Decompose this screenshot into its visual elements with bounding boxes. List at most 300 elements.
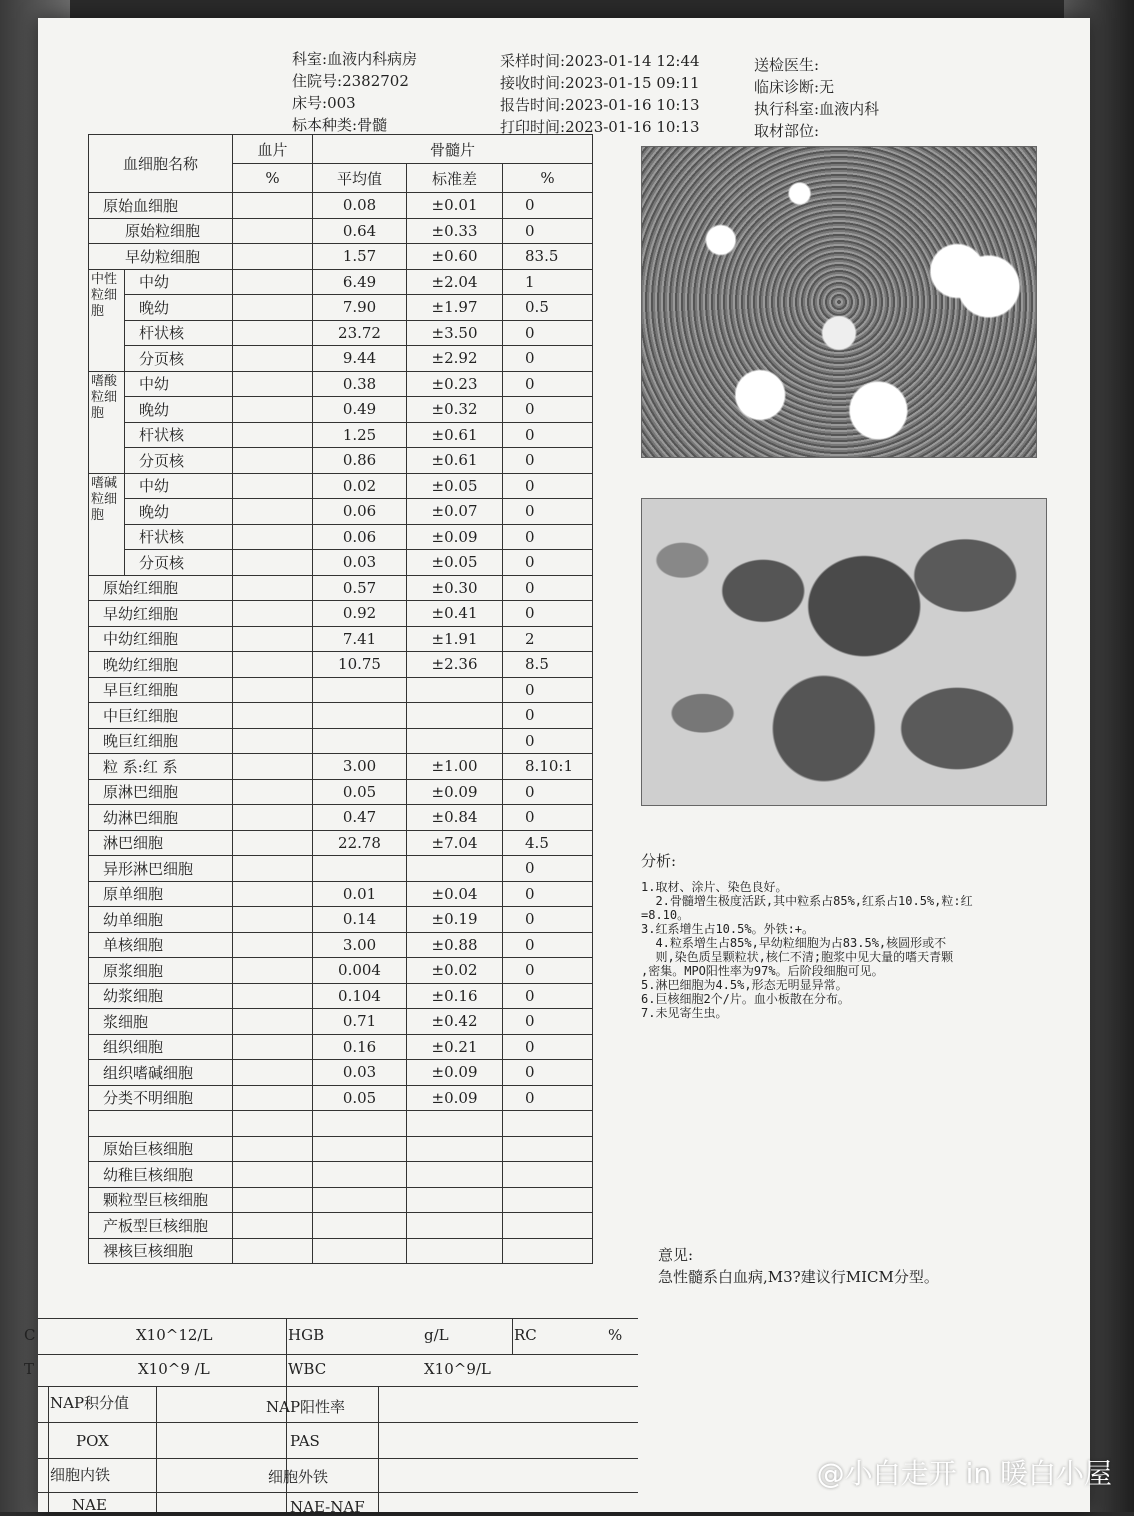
analysis-line: =8.10。 <box>641 908 690 922</box>
blood-pct-cell <box>233 805 313 831</box>
blood-pct-cell <box>233 1111 313 1137</box>
blood-pct-cell <box>233 958 313 984</box>
blood-pct-cell <box>233 473 313 499</box>
hgb-unit: g/L <box>424 1326 449 1344</box>
cell-name: 分类不明细胞 <box>89 1085 233 1111</box>
analysis-line: 则,染色质呈颗粒状,核仁不清;胞浆中见大量的嗜天青颗 <box>641 950 954 964</box>
blood-pct-cell <box>233 371 313 397</box>
mean-cell: 7.41 <box>313 626 407 652</box>
mean-cell: 0.05 <box>313 1085 407 1111</box>
watermark: @小白走开 in 暖白小屋 <box>816 1457 1112 1490</box>
sd-cell: ±0.23 <box>407 371 503 397</box>
sd-cell: ±0.05 <box>407 550 503 576</box>
header-exec-dept: 执行科室:血液内科 <box>754 100 880 118</box>
header-diagnosis: 临床诊断:无 <box>754 78 835 96</box>
mean-cell: 0.64 <box>313 218 407 244</box>
table-row <box>89 881 673 907</box>
mean-cell: 0.02 <box>313 473 407 499</box>
table-row <box>89 779 673 805</box>
blood-pct-cell <box>233 193 313 219</box>
sd-cell: ±0.02 <box>407 958 503 984</box>
table-row <box>89 1060 673 1086</box>
sd-cell: ±0.61 <box>407 422 503 448</box>
cell-count-table <box>88 134 673 1264</box>
table-row <box>89 703 673 729</box>
cell-name: 分页核 <box>125 550 233 576</box>
report-paper <box>24 18 1090 1516</box>
cell-name: 中巨红细胞 <box>89 703 233 729</box>
table-row <box>89 1213 673 1239</box>
mean-cell <box>313 728 407 754</box>
sd-cell: ±0.09 <box>407 524 503 550</box>
cell-name: 产板型巨核细胞 <box>89 1213 233 1239</box>
cell-name: 晚幼 <box>125 397 233 423</box>
mean-cell: 3.00 <box>313 754 407 780</box>
pct-cell: 0 <box>503 422 593 448</box>
table-row <box>89 805 673 831</box>
table-row <box>89 320 673 346</box>
analysis-line: ,密集。MPO阳性率为97%。后阶段细胞可见。 <box>641 964 884 978</box>
blood-pct-cell <box>233 677 313 703</box>
rc-label: RC <box>514 1326 537 1344</box>
cell-name: 幼浆细胞 <box>89 983 233 1009</box>
wbc-unit: X10^9/L <box>424 1360 491 1378</box>
pct-cell <box>503 1111 593 1137</box>
pct-cell <box>503 1187 593 1213</box>
cell-name: 幼稚巨核细胞 <box>89 1162 233 1188</box>
mean-cell: 0.06 <box>313 524 407 550</box>
mean-cell: 0.08 <box>313 193 407 219</box>
sd-cell <box>407 728 503 754</box>
mean-cell: 3.00 <box>313 932 407 958</box>
table-row <box>89 983 673 1009</box>
iron-out-label: 细胞外铁 <box>268 1468 329 1486</box>
blood-pct-cell <box>233 269 313 295</box>
sd-cell: ±1.97 <box>407 295 503 321</box>
pct-cell: 0 <box>503 575 593 601</box>
cell-name: 原始巨核细胞 <box>89 1136 233 1162</box>
analysis-line: 1.取材、涂片、染色良好。 <box>641 880 788 894</box>
pct-cell: 4.5 <box>503 830 593 856</box>
header-marrow-pct: % <box>503 164 593 193</box>
blood-pct-cell <box>233 1213 313 1239</box>
table-row <box>89 856 673 882</box>
sd-cell: ±7.04 <box>407 830 503 856</box>
cell-name: 中幼 <box>125 269 233 295</box>
group-label-neut: 中性粒细胞 <box>89 269 125 371</box>
table-row <box>89 473 673 499</box>
mean-cell: 7.90 <box>313 295 407 321</box>
blood-pct-cell <box>233 907 313 933</box>
blood-pct-cell <box>233 295 313 321</box>
blood-pct-cell <box>233 754 313 780</box>
sd-cell: ±0.84 <box>407 805 503 831</box>
micrograph-low-power <box>641 146 1037 458</box>
table-row <box>89 193 673 219</box>
header-col1 <box>292 48 417 136</box>
pct-cell: 8.10:1 <box>503 754 593 780</box>
blood-pct-cell <box>233 1085 313 1111</box>
blood-pct-cell <box>233 626 313 652</box>
cell-name: 浆细胞 <box>89 1009 233 1035</box>
header-marrow-smear: 骨髓片 <box>313 135 593 164</box>
mean-cell: 23.72 <box>313 320 407 346</box>
blood-pct-cell <box>233 1060 313 1086</box>
rbc-unit: X10^12/L <box>136 1326 213 1344</box>
pct-cell: 0.5 <box>503 295 593 321</box>
mean-cell: 9.44 <box>313 346 407 372</box>
table-row <box>89 830 673 856</box>
table-row <box>89 295 673 321</box>
mean-cell <box>313 1238 407 1264</box>
cell-name <box>89 1111 233 1137</box>
mean-cell: 10.75 <box>313 652 407 678</box>
mean-cell: 1.57 <box>313 244 407 270</box>
table-row <box>89 1111 673 1137</box>
plt-label: T <box>24 1360 35 1378</box>
pct-cell: 0 <box>503 1009 593 1035</box>
table-row <box>89 601 673 627</box>
micrograph-high-power <box>641 498 1047 806</box>
blood-pct-cell <box>233 524 313 550</box>
header-specimen: 标本种类:骨髓 <box>292 116 388 134</box>
sd-cell: ±0.09 <box>407 1060 503 1086</box>
blood-pct-cell <box>233 1162 313 1188</box>
table-header-row <box>89 135 673 164</box>
table-row <box>89 1136 673 1162</box>
blood-pct-cell <box>233 779 313 805</box>
cell-name: 裸核巨核细胞 <box>89 1238 233 1264</box>
mean-cell <box>313 1162 407 1188</box>
mean-cell: 0.47 <box>313 805 407 831</box>
pct-cell: 0 <box>503 550 593 576</box>
header-mean: 平均值 <box>313 164 407 193</box>
sd-cell: ±0.01 <box>407 193 503 219</box>
analysis-line: 3.红系增生占10.5%。外铁:+。 <box>641 922 815 936</box>
pct-cell: 0 <box>503 983 593 1009</box>
mean-cell: 0.14 <box>313 907 407 933</box>
sd-cell: ±1.00 <box>407 754 503 780</box>
sd-cell: ±2.36 <box>407 652 503 678</box>
header-sd: 标准差 <box>407 164 503 193</box>
sd-cell: ±0.05 <box>407 473 503 499</box>
pct-cell: 8.5 <box>503 652 593 678</box>
mean-cell: 0.38 <box>313 371 407 397</box>
blood-pct-cell <box>233 983 313 1009</box>
header-doctor: 送检医生: <box>754 56 820 74</box>
cell-name: 晚巨红细胞 <box>89 728 233 754</box>
cell-name: 晚幼红细胞 <box>89 652 233 678</box>
table-row <box>89 754 673 780</box>
group-label-baso: 嗜碱粒细胞 <box>89 473 125 575</box>
analysis-section <box>641 854 1061 1020</box>
sd-cell: ±0.19 <box>407 907 503 933</box>
wbc-label: WBC <box>288 1360 327 1378</box>
cell-name: 颗粒型巨核细胞 <box>89 1187 233 1213</box>
sd-cell <box>407 1187 503 1213</box>
table-row <box>89 626 673 652</box>
blood-pct-cell <box>233 856 313 882</box>
pct-cell: 0 <box>503 728 593 754</box>
table-row <box>89 575 673 601</box>
analysis-line: 6.巨核细胞2个/片。血小板散在分布。 <box>641 992 850 1006</box>
pct-cell <box>503 1136 593 1162</box>
sd-cell: ±2.04 <box>407 269 503 295</box>
sd-cell: ±0.16 <box>407 983 503 1009</box>
sd-cell <box>407 1162 503 1188</box>
cell-name: 分页核 <box>125 346 233 372</box>
pct-cell <box>503 1162 593 1188</box>
mean-cell: 0.16 <box>313 1034 407 1060</box>
rbc-label: C <box>24 1326 36 1344</box>
sd-cell: ±0.41 <box>407 601 503 627</box>
sd-cell: ±0.07 <box>407 499 503 525</box>
cell-name: 幼单细胞 <box>89 907 233 933</box>
pct-cell: 0 <box>503 958 593 984</box>
pct-cell: 0 <box>503 805 593 831</box>
mean-cell: 0.49 <box>313 397 407 423</box>
header-sample-time: 采样时间:2023-01-14 12:44 <box>500 52 700 70</box>
header-bed-no: 床号:003 <box>292 94 356 112</box>
pct-cell: 83.5 <box>503 244 593 270</box>
pct-cell: 0 <box>503 1034 593 1060</box>
sd-cell <box>407 1238 503 1264</box>
header-cell-name: 血细胞名称 <box>89 135 233 193</box>
blood-pct-cell <box>233 728 313 754</box>
analysis-line: 7.未见寄生虫。 <box>641 1006 728 1020</box>
table-row <box>89 346 673 372</box>
cell-name: 幼淋巴细胞 <box>89 805 233 831</box>
pct-cell: 0 <box>503 907 593 933</box>
table-row <box>89 269 673 295</box>
blood-pct-cell <box>233 575 313 601</box>
mean-cell: 1.25 <box>313 422 407 448</box>
mean-cell: 0.03 <box>313 550 407 576</box>
nae-naf-label: NAE-NAF <box>290 1498 365 1516</box>
mean-cell <box>313 677 407 703</box>
mean-cell <box>313 1213 407 1239</box>
pct-cell: 1 <box>503 269 593 295</box>
header-receive-time: 接收时间:2023-01-15 09:11 <box>500 74 700 92</box>
blood-pct-cell <box>233 550 313 576</box>
cell-name: 早巨红细胞 <box>89 677 233 703</box>
pct-cell: 0 <box>503 448 593 474</box>
header-report-time: 报告时间:2023-01-16 10:13 <box>500 96 700 114</box>
blood-pct-cell <box>233 1136 313 1162</box>
table-row <box>89 422 673 448</box>
table-row <box>89 1187 673 1213</box>
blood-pct-cell <box>233 703 313 729</box>
sd-cell <box>407 703 503 729</box>
cell-name: 分页核 <box>125 448 233 474</box>
blood-pct-cell <box>233 1238 313 1264</box>
sd-cell: ±0.61 <box>407 448 503 474</box>
table-row <box>89 1085 673 1111</box>
blood-pct-cell <box>233 1009 313 1035</box>
opinion-title: 意见: <box>658 1246 694 1264</box>
blood-pct-cell <box>233 601 313 627</box>
sd-cell: ±0.30 <box>407 575 503 601</box>
analysis-title: 分析: <box>641 852 677 870</box>
mean-cell <box>313 1111 407 1137</box>
table-row <box>89 524 673 550</box>
pct-cell: 0 <box>503 473 593 499</box>
cell-name: 原浆细胞 <box>89 958 233 984</box>
blood-pct-cell <box>233 499 313 525</box>
cell-name: 组织嗜碱细胞 <box>89 1060 233 1086</box>
pct-cell: 0 <box>503 193 593 219</box>
pct-cell: 0 <box>503 1085 593 1111</box>
blood-pct-cell <box>233 397 313 423</box>
sd-cell: ±0.21 <box>407 1034 503 1060</box>
mean-cell <box>313 1187 407 1213</box>
blood-pct-cell <box>233 830 313 856</box>
blood-pct-cell <box>233 1187 313 1213</box>
pct-cell <box>503 1238 593 1264</box>
cell-name: 原始红细胞 <box>89 575 233 601</box>
cell-name: 早幼红细胞 <box>89 601 233 627</box>
cell-name: 淋巴细胞 <box>89 830 233 856</box>
pct-cell: 0 <box>503 779 593 805</box>
mean-cell <box>313 703 407 729</box>
sd-cell: ±2.92 <box>407 346 503 372</box>
mean-cell: 0.86 <box>313 448 407 474</box>
pct-cell: 0 <box>503 601 593 627</box>
mean-cell: 6.49 <box>313 269 407 295</box>
nap-score-label: NAP积分值 <box>50 1394 130 1412</box>
sd-cell <box>407 677 503 703</box>
header-dept: 科室:血液内科病房 <box>292 50 418 68</box>
mean-cell: 0.004 <box>313 958 407 984</box>
table-row <box>89 728 673 754</box>
sd-cell: ±0.42 <box>407 1009 503 1035</box>
table-row <box>89 499 673 525</box>
pct-cell: 0 <box>503 397 593 423</box>
analysis-line: 5.淋巴细胞为4.5%,形态无明显异常。 <box>641 978 848 992</box>
table-row <box>89 397 673 423</box>
plt-unit: X10^9 /L <box>138 1360 210 1378</box>
table-row <box>89 932 673 958</box>
pct-cell: 0 <box>503 677 593 703</box>
blood-pct-cell <box>233 652 313 678</box>
opinion-text: 急性髓系白血病,M3?建议行MICM分型。 <box>658 1268 939 1286</box>
pct-cell: 0 <box>503 320 593 346</box>
analysis-line: 4.粒系增生占85%,早幼粒细胞为占83.5%,核圆形或不 <box>641 936 947 950</box>
cell-name: 原淋巴细胞 <box>89 779 233 805</box>
rc-unit: % <box>608 1326 623 1344</box>
sd-cell: ±0.33 <box>407 218 503 244</box>
mean-cell <box>313 856 407 882</box>
table-row <box>89 958 673 984</box>
pct-cell: 0 <box>503 703 593 729</box>
blood-pct-cell <box>233 244 313 270</box>
sd-cell <box>407 1213 503 1239</box>
cell-name: 早幼粒细胞 <box>89 244 233 270</box>
pas-label: PAS <box>290 1432 320 1450</box>
table-row <box>89 1034 673 1060</box>
header-col3 <box>754 54 879 142</box>
cell-name: 晚幼 <box>125 295 233 321</box>
blood-pct-cell <box>233 1034 313 1060</box>
cell-name: 单核细胞 <box>89 932 233 958</box>
sd-cell <box>407 1111 503 1137</box>
hgb-label: HGB <box>288 1326 325 1344</box>
header-col2 <box>500 50 700 138</box>
header-site: 取材部位: <box>754 122 820 140</box>
pct-cell: 0 <box>503 346 593 372</box>
sd-cell: ±3.50 <box>407 320 503 346</box>
mean-cell: 0.05 <box>313 779 407 805</box>
cell-name: 原始血细胞 <box>89 193 233 219</box>
table-row <box>89 371 673 397</box>
mean-cell: 0.01 <box>313 881 407 907</box>
table-row <box>89 652 673 678</box>
table-row <box>89 907 673 933</box>
sd-cell <box>407 1136 503 1162</box>
header-blood-smear: 血片 <box>233 135 313 164</box>
nap-rate-label: NAP阳性率 <box>266 1398 346 1416</box>
sd-cell: ±0.09 <box>407 779 503 805</box>
table-row <box>89 677 673 703</box>
pct-cell: 0 <box>503 371 593 397</box>
pox-label: POX <box>76 1432 109 1450</box>
table-row <box>89 1162 673 1188</box>
cell-name: 原单细胞 <box>89 881 233 907</box>
iron-in-label: 细胞内铁 <box>50 1466 111 1484</box>
mean-cell: 0.71 <box>313 1009 407 1035</box>
cell-name: 杆状核 <box>125 524 233 550</box>
cell-name: 中幼 <box>125 371 233 397</box>
blood-pct-cell <box>233 320 313 346</box>
blood-pct-cell <box>233 218 313 244</box>
table-row <box>89 550 673 576</box>
cell-name: 杆状核 <box>125 422 233 448</box>
sd-cell: ±0.88 <box>407 932 503 958</box>
blood-pct-cell <box>233 346 313 372</box>
sd-cell: ±1.91 <box>407 626 503 652</box>
blood-pct-cell <box>233 932 313 958</box>
mean-cell: 0.104 <box>313 983 407 1009</box>
pct-cell: 0 <box>503 932 593 958</box>
mean-cell: 0.06 <box>313 499 407 525</box>
pct-cell: 0 <box>503 1060 593 1086</box>
nae-label: NAE <box>72 1496 107 1514</box>
pct-cell: 0 <box>503 881 593 907</box>
pct-cell: 2 <box>503 626 593 652</box>
cell-name: 原始粒细胞 <box>89 218 233 244</box>
analysis-line: 2.骨髓增生极度活跃,其中粒系占85%,红系占10.5%,粒:红 <box>641 894 973 908</box>
pct-cell: 0 <box>503 856 593 882</box>
mean-cell <box>313 1136 407 1162</box>
sd-cell: ±0.09 <box>407 1085 503 1111</box>
header-blood-pct: % <box>233 164 313 193</box>
table-row <box>89 1009 673 1035</box>
cell-name: 杆状核 <box>125 320 233 346</box>
mean-cell: 0.57 <box>313 575 407 601</box>
blood-pct-cell <box>233 448 313 474</box>
sd-cell <box>407 856 503 882</box>
table-row <box>89 218 673 244</box>
blood-pct-cell <box>233 422 313 448</box>
opinion-section <box>658 1244 939 1288</box>
pct-cell: 0 <box>503 499 593 525</box>
header-inpatient-no: 住院号:2382702 <box>292 72 409 90</box>
cell-name: 粒 系:红 系 <box>89 754 233 780</box>
table-row <box>89 448 673 474</box>
cell-name: 晚幼 <box>125 499 233 525</box>
cell-name: 组织细胞 <box>89 1034 233 1060</box>
cell-name: 异形淋巴细胞 <box>89 856 233 882</box>
